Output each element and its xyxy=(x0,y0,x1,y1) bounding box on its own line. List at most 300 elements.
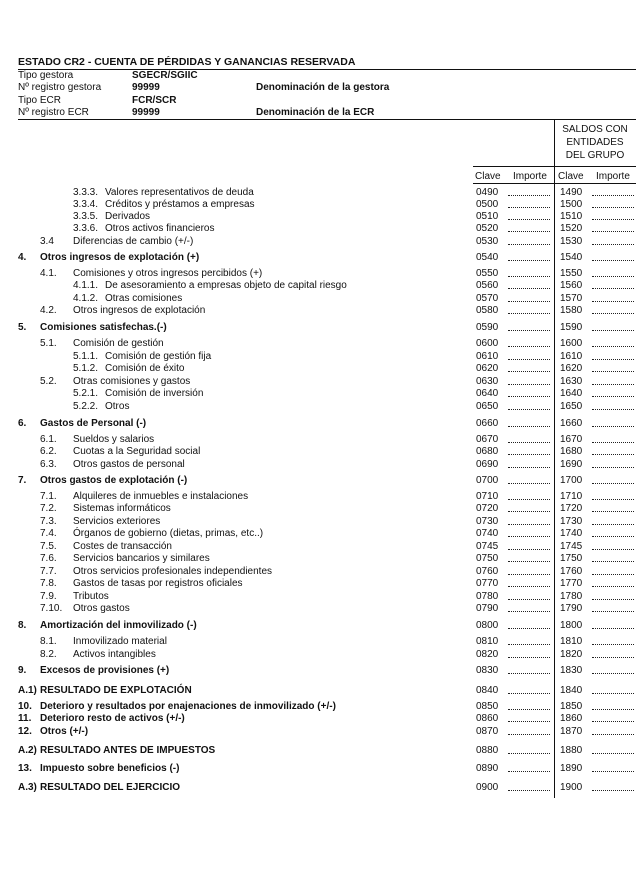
table-row xyxy=(0,401,642,413)
row-label: Otros ingresos de explotación (+) xyxy=(40,252,200,263)
importe-field[interactable] xyxy=(508,322,550,331)
row-label: Servicios exteriores xyxy=(73,516,161,527)
field-value-registro-ecr: 99999 xyxy=(132,107,160,118)
importe-field[interactable] xyxy=(508,280,550,289)
clave-value-group: 1710 xyxy=(560,491,583,502)
clave-value: 0640 xyxy=(476,388,499,399)
importe-field[interactable] xyxy=(508,434,550,443)
row-label: Otros gastos xyxy=(73,603,130,614)
col-header-importe-1: Importe xyxy=(513,171,547,182)
importe-field[interactable] xyxy=(508,665,550,674)
row-label: Amortización del inmovilizado (-) xyxy=(40,620,197,631)
row-number: 5.1.2. xyxy=(73,363,99,374)
importe-field[interactable] xyxy=(508,726,550,735)
table-row xyxy=(0,541,642,553)
importe-field-group[interactable] xyxy=(592,701,634,710)
importe-field[interactable] xyxy=(508,401,550,410)
table-row xyxy=(0,252,642,264)
title-rule xyxy=(18,69,636,70)
row-number: 5.2. xyxy=(40,376,57,387)
clave-value: 0710 xyxy=(476,491,499,502)
importe-field[interactable] xyxy=(508,376,550,385)
clave-value: 0800 xyxy=(476,620,499,631)
row-label: Otros servicios profesionales independientes xyxy=(73,566,272,577)
table-row xyxy=(0,665,642,677)
clave-value: 0670 xyxy=(476,434,499,445)
clave-value-group: 1530 xyxy=(560,236,583,247)
clave-value-group: 1600 xyxy=(560,338,583,349)
row-label: Excesos de provisiones (+) xyxy=(40,665,170,676)
clave-value: 0730 xyxy=(476,516,499,527)
group-header xyxy=(555,123,635,162)
table-row xyxy=(0,603,642,615)
importe-field-group[interactable] xyxy=(592,685,634,694)
importe-field-group[interactable] xyxy=(592,223,634,232)
row-number: 10. xyxy=(18,701,32,712)
row-number: 4.1.1. xyxy=(73,280,99,291)
row-number: 4.2. xyxy=(40,305,57,316)
table-row xyxy=(0,636,642,648)
importe-field-group[interactable] xyxy=(592,649,634,658)
row-label: Otras comisiones xyxy=(105,293,183,304)
clave-value-group: 1490 xyxy=(560,187,583,198)
importe-field-group[interactable] xyxy=(592,591,634,600)
row-label: Costes de transacción xyxy=(73,541,172,552)
clave-value: 0790 xyxy=(476,603,499,614)
clave-value: 0560 xyxy=(476,280,499,291)
importe-field[interactable] xyxy=(508,566,550,575)
row-number: 12. xyxy=(18,726,32,737)
importe-field-group[interactable] xyxy=(592,280,634,289)
clave-value: 0860 xyxy=(476,713,499,724)
row-label: RESULTADO DEL EJERCICIO xyxy=(40,782,181,793)
field-value-tipo-ecr: FCR/SCR xyxy=(132,95,177,106)
table-row xyxy=(0,223,642,235)
importe-field-group[interactable] xyxy=(592,199,634,208)
table-row xyxy=(0,516,642,528)
clave-value-group: 1540 xyxy=(560,252,583,263)
clave-value-group: 1630 xyxy=(560,376,583,387)
row-label: Impuesto sobre beneficios (-) xyxy=(40,763,180,774)
importe-field[interactable] xyxy=(508,701,550,710)
group-header-line3: DEL GRUPO xyxy=(565,150,625,161)
importe-field[interactable] xyxy=(508,305,550,314)
importe-field-group[interactable] xyxy=(592,620,634,629)
row-number: 4.1.2. xyxy=(73,293,99,304)
row-label: Comisión de éxito xyxy=(105,363,185,374)
importe-field-group[interactable] xyxy=(592,726,634,735)
clave-value: 0810 xyxy=(476,636,499,647)
clave-value-group: 1730 xyxy=(560,516,583,527)
field-denominacion-ecr: Denominación de la ECR xyxy=(256,107,375,118)
importe-field[interactable] xyxy=(508,578,550,587)
importe-field[interactable] xyxy=(508,636,550,645)
importe-field-group[interactable] xyxy=(592,713,634,722)
clave-value: 0690 xyxy=(476,459,499,470)
table-row xyxy=(0,338,642,350)
importe-field-group[interactable] xyxy=(592,578,634,587)
clave-value-group: 1760 xyxy=(560,566,583,577)
clave-value: 0720 xyxy=(476,503,499,514)
row-number: 5. xyxy=(18,322,27,333)
clave-value: 0890 xyxy=(476,763,499,774)
clave-value: 0770 xyxy=(476,578,499,589)
row-number: 7.7. xyxy=(40,566,57,577)
importe-field[interactable] xyxy=(508,363,550,372)
row-number: 7.1. xyxy=(40,491,57,502)
table-row xyxy=(0,236,642,248)
importe-field-group[interactable] xyxy=(592,763,634,772)
importe-field[interactable] xyxy=(508,199,550,208)
importe-field[interactable] xyxy=(508,553,550,562)
field-label-tipo-gestora: Tipo gestora xyxy=(18,70,74,81)
row-label: Tributos xyxy=(73,591,109,602)
clave-value-group: 1800 xyxy=(560,620,583,631)
clave-value: 0850 xyxy=(476,701,499,712)
row-label: Sueldos y salarios xyxy=(73,434,155,445)
row-number: 6.2. xyxy=(40,446,57,457)
importe-field-group[interactable] xyxy=(592,745,634,754)
importe-field-group[interactable] xyxy=(592,351,634,360)
row-label: Otros (+/-) xyxy=(40,726,89,737)
clave-value: 0660 xyxy=(476,418,499,429)
row-label: Gastos de tasas por registros oficiales xyxy=(73,578,243,589)
table-row xyxy=(0,305,642,317)
importe-field-group[interactable] xyxy=(592,503,634,512)
importe-field[interactable] xyxy=(508,446,550,455)
table-row xyxy=(0,388,642,400)
clave-value: 0745 xyxy=(476,541,499,552)
importe-field[interactable] xyxy=(508,211,550,220)
clave-value-group: 1560 xyxy=(560,280,583,291)
clave-value: 0650 xyxy=(476,401,499,412)
row-label: Comisión de gestión fija xyxy=(105,351,212,362)
field-value-tipo-gestora: SGECR/SGIIC xyxy=(132,70,198,81)
importe-field[interactable] xyxy=(508,491,550,500)
importe-field[interactable] xyxy=(508,252,550,261)
row-number: 7.6. xyxy=(40,553,57,564)
row-label: Derivados xyxy=(105,211,151,222)
clave-value: 0740 xyxy=(476,528,499,539)
clave-value: 0830 xyxy=(476,665,499,676)
table-row xyxy=(0,199,642,211)
col-header-importe-2: Importe xyxy=(596,171,630,182)
clave-value: 0500 xyxy=(476,199,499,210)
row-number: 5.2.2. xyxy=(73,401,99,412)
row-number: 3.3.4. xyxy=(73,199,99,210)
row-label: Deterioro resto de activos (+/-) xyxy=(40,713,185,724)
table-row xyxy=(0,745,642,757)
row-number: 3.4 xyxy=(40,236,54,247)
row-label: Otras comisiones y gastos xyxy=(73,376,191,387)
clave-value-group: 1840 xyxy=(560,685,583,696)
importe-field[interactable] xyxy=(508,649,550,658)
importe-field[interactable] xyxy=(508,541,550,550)
row-label: Comisiones y otros ingresos percibidos (+) xyxy=(73,268,263,279)
table-row xyxy=(0,591,642,603)
row-number: 3.3.6. xyxy=(73,223,99,234)
importe-field-group[interactable] xyxy=(592,434,634,443)
clave-value-group: 1510 xyxy=(560,211,583,222)
row-number: 8. xyxy=(18,620,27,631)
table-row xyxy=(0,726,642,738)
row-label: Deterioro y resultados por enajenaciones de inmovilizado (+/-) xyxy=(40,701,336,712)
field-label-registro-ecr: Nº registro ECR xyxy=(18,107,89,118)
row-label: Servicios bancarios y similares xyxy=(73,553,210,564)
importe-field[interactable] xyxy=(508,591,550,600)
row-label: Otros activos financieros xyxy=(105,223,215,234)
row-label: De asesoramiento a empresas objeto de capital riesgo xyxy=(105,280,347,291)
row-label: Activos intangibles xyxy=(73,649,156,660)
clave-value-group: 1780 xyxy=(560,591,583,602)
clave-value-group: 1850 xyxy=(560,701,583,712)
importe-field-group[interactable] xyxy=(592,187,634,196)
clave-value-group: 1620 xyxy=(560,363,583,374)
clave-value-group: 1550 xyxy=(560,268,583,279)
row-number: 7.8. xyxy=(40,578,57,589)
clave-value: 0630 xyxy=(476,376,499,387)
importe-field-group[interactable] xyxy=(592,305,634,314)
row-label: Gastos de Personal (-) xyxy=(40,418,147,429)
row-label: Comisión de inversión xyxy=(105,388,204,399)
row-label: Órganos de gobierno (dietas, primas, etc..) xyxy=(73,528,264,539)
clave-value: 0870 xyxy=(476,726,499,737)
clave-value: 0840 xyxy=(476,685,499,696)
table-row xyxy=(0,268,642,280)
importe-field-group[interactable] xyxy=(592,236,634,245)
clave-value: 0880 xyxy=(476,745,499,756)
importe-field-group[interactable] xyxy=(592,475,634,484)
row-label: Créditos y préstamos a empresas xyxy=(105,199,255,210)
importe-field-group[interactable] xyxy=(592,388,634,397)
table-row xyxy=(0,446,642,458)
table-row xyxy=(0,475,642,487)
clave-value: 0580 xyxy=(476,305,499,316)
col-header-clave-1: Clave xyxy=(475,171,501,182)
clave-value-group: 1745 xyxy=(560,541,583,552)
importe-field[interactable] xyxy=(508,528,550,537)
row-number: A.3) xyxy=(18,782,37,793)
table-row xyxy=(0,280,642,292)
field-label-registro-gestora: Nº registro gestora xyxy=(18,82,102,93)
row-label: Inmovilizado material xyxy=(73,636,167,647)
importe-field[interactable] xyxy=(508,603,550,612)
clave-value-group: 1740 xyxy=(560,528,583,539)
row-number: 3.3.5. xyxy=(73,211,99,222)
row-number: 11. xyxy=(18,713,32,724)
table-row xyxy=(0,211,642,223)
importe-field[interactable] xyxy=(508,223,550,232)
field-label-tipo-ecr: Tipo ECR xyxy=(18,95,61,106)
row-number: 8.2. xyxy=(40,649,57,660)
clave-value: 0590 xyxy=(476,322,499,333)
clave-value-group: 1900 xyxy=(560,782,583,793)
importe-field-group[interactable] xyxy=(592,603,634,612)
row-label: Comisiones satisfechas.(-) xyxy=(40,322,167,333)
clave-value: 0530 xyxy=(476,236,499,247)
clave-value: 0900 xyxy=(476,782,499,793)
table-row xyxy=(0,351,642,363)
table-row xyxy=(0,685,642,697)
clave-value-group: 1640 xyxy=(560,388,583,399)
importe-field[interactable] xyxy=(508,418,550,427)
table-row xyxy=(0,553,642,565)
clave-value: 0600 xyxy=(476,338,499,349)
table-row xyxy=(0,528,642,540)
row-label: Otros ingresos de explotación xyxy=(73,305,206,316)
importe-field[interactable] xyxy=(508,293,550,302)
clave-value-group: 1880 xyxy=(560,745,583,756)
row-number: 7. xyxy=(18,475,27,486)
importe-field-group[interactable] xyxy=(592,252,634,261)
clave-value-group: 1810 xyxy=(560,636,583,647)
importe-field[interactable] xyxy=(508,620,550,629)
clave-value: 0490 xyxy=(476,187,499,198)
importe-field-group[interactable] xyxy=(592,322,634,331)
clave-value-group: 1770 xyxy=(560,578,583,589)
row-number: 5.1.1. xyxy=(73,351,99,362)
importe-field-group[interactable] xyxy=(592,211,634,220)
row-number: A.2) xyxy=(18,745,37,756)
clave-value: 0570 xyxy=(476,293,499,304)
importe-field[interactable] xyxy=(508,713,550,722)
importe-field[interactable] xyxy=(508,351,550,360)
row-number: 7.10. xyxy=(40,603,63,614)
clave-value-group: 1720 xyxy=(560,503,583,514)
importe-field[interactable] xyxy=(508,503,550,512)
table-row xyxy=(0,491,642,503)
clave-value: 0700 xyxy=(476,475,499,486)
importe-field-group[interactable] xyxy=(592,516,634,525)
table-row xyxy=(0,418,642,430)
table-row xyxy=(0,649,642,661)
importe-field-group[interactable] xyxy=(592,782,634,791)
row-number: 13. xyxy=(18,763,32,774)
row-label: Otros gastos de explotación (-) xyxy=(40,475,188,486)
clave-value-group: 1890 xyxy=(560,763,583,774)
importe-field-group[interactable] xyxy=(592,268,634,277)
clave-value-group: 1520 xyxy=(560,223,583,234)
row-number: 7.4. xyxy=(40,528,57,539)
table-row xyxy=(0,363,642,375)
importe-field-group[interactable] xyxy=(592,636,634,645)
table-row xyxy=(0,459,642,471)
clave-value-group: 1790 xyxy=(560,603,583,614)
row-label: Alquileres de inmuebles e instalaciones xyxy=(73,491,249,502)
importe-field-group[interactable] xyxy=(592,418,634,427)
importe-field[interactable] xyxy=(508,745,550,754)
clave-value: 0610 xyxy=(476,351,499,362)
row-label: RESULTADO ANTES DE IMPUESTOS xyxy=(40,745,216,756)
row-number: 7.3. xyxy=(40,516,57,527)
table-row xyxy=(0,434,642,446)
table-row xyxy=(0,713,642,725)
clave-value: 0750 xyxy=(476,553,499,564)
row-number: 3.3.3. xyxy=(73,187,99,198)
table-row xyxy=(0,620,642,632)
clave-value-group: 1580 xyxy=(560,305,583,316)
importe-field-group[interactable] xyxy=(592,566,634,575)
clave-value: 0760 xyxy=(476,566,499,577)
importe-field[interactable] xyxy=(508,685,550,694)
importe-field[interactable] xyxy=(508,459,550,468)
table-row xyxy=(0,376,642,388)
table-row xyxy=(0,701,642,713)
table-row xyxy=(0,503,642,515)
row-label: Otros xyxy=(105,401,130,412)
row-number: 7.5. xyxy=(40,541,57,552)
importe-field-group[interactable] xyxy=(592,665,634,674)
importe-field[interactable] xyxy=(508,763,550,772)
table-row xyxy=(0,566,642,578)
importe-field-group[interactable] xyxy=(592,553,634,562)
group-header-line1: SALDOS CON xyxy=(562,124,628,135)
row-number: 5.2.1. xyxy=(73,388,99,399)
clave-value-group: 1650 xyxy=(560,401,583,412)
clave-value: 0550 xyxy=(476,268,499,279)
clave-value-group: 1660 xyxy=(560,418,583,429)
clave-value: 0780 xyxy=(476,591,499,602)
header-rule xyxy=(18,119,636,120)
clave-value-group: 1500 xyxy=(560,199,583,210)
importe-field-group[interactable] xyxy=(592,293,634,302)
importe-field-group[interactable] xyxy=(592,491,634,500)
importe-field[interactable] xyxy=(508,236,550,245)
table-row xyxy=(0,782,642,794)
importe-field-group[interactable] xyxy=(592,459,634,468)
clave-value-group: 1870 xyxy=(560,726,583,737)
clave-value-group: 1750 xyxy=(560,553,583,564)
row-number: 6.1. xyxy=(40,434,57,445)
importe-field[interactable] xyxy=(508,475,550,484)
row-label: Comisión de gestión xyxy=(73,338,164,349)
row-number: 8.1. xyxy=(40,636,57,647)
field-denominacion-gestora: Denominación de la gestora xyxy=(256,82,390,93)
clave-value-group: 1590 xyxy=(560,322,583,333)
importe-field[interactable] xyxy=(508,782,550,791)
importe-field-group[interactable] xyxy=(592,376,634,385)
table-row xyxy=(0,187,642,199)
row-label: Diferencias de cambio (+/-) xyxy=(73,236,194,247)
clave-value-group: 1830 xyxy=(560,665,583,676)
row-number: 4. xyxy=(18,252,27,263)
importe-field[interactable] xyxy=(508,187,550,196)
importe-field-group[interactable] xyxy=(592,338,634,347)
importe-field[interactable] xyxy=(508,338,550,347)
importe-field-group[interactable] xyxy=(592,363,634,372)
row-number: 6. xyxy=(18,418,27,429)
clave-value-group: 1690 xyxy=(560,459,583,470)
row-label: Cuotas a la Seguridad social xyxy=(73,446,201,457)
row-label: Valores representativos de deuda xyxy=(105,187,254,198)
importe-field-group[interactable] xyxy=(592,528,634,537)
importe-field[interactable] xyxy=(508,516,550,525)
row-number: 7.9. xyxy=(40,591,57,602)
clave-value: 0820 xyxy=(476,649,499,660)
clave-value: 0540 xyxy=(476,252,499,263)
importe-field[interactable] xyxy=(508,388,550,397)
clave-value-group: 1570 xyxy=(560,293,583,304)
importe-field-group[interactable] xyxy=(592,401,634,410)
clave-value-group: 1820 xyxy=(560,649,583,660)
row-label: Sistemas informáticos xyxy=(73,503,171,514)
row-number: 9. xyxy=(18,665,27,676)
importe-field[interactable] xyxy=(508,268,550,277)
importe-field-group[interactable] xyxy=(592,446,634,455)
group-header-line2: ENTIDADES xyxy=(566,137,624,148)
table-row xyxy=(0,763,642,775)
importe-field-group[interactable] xyxy=(592,541,634,550)
